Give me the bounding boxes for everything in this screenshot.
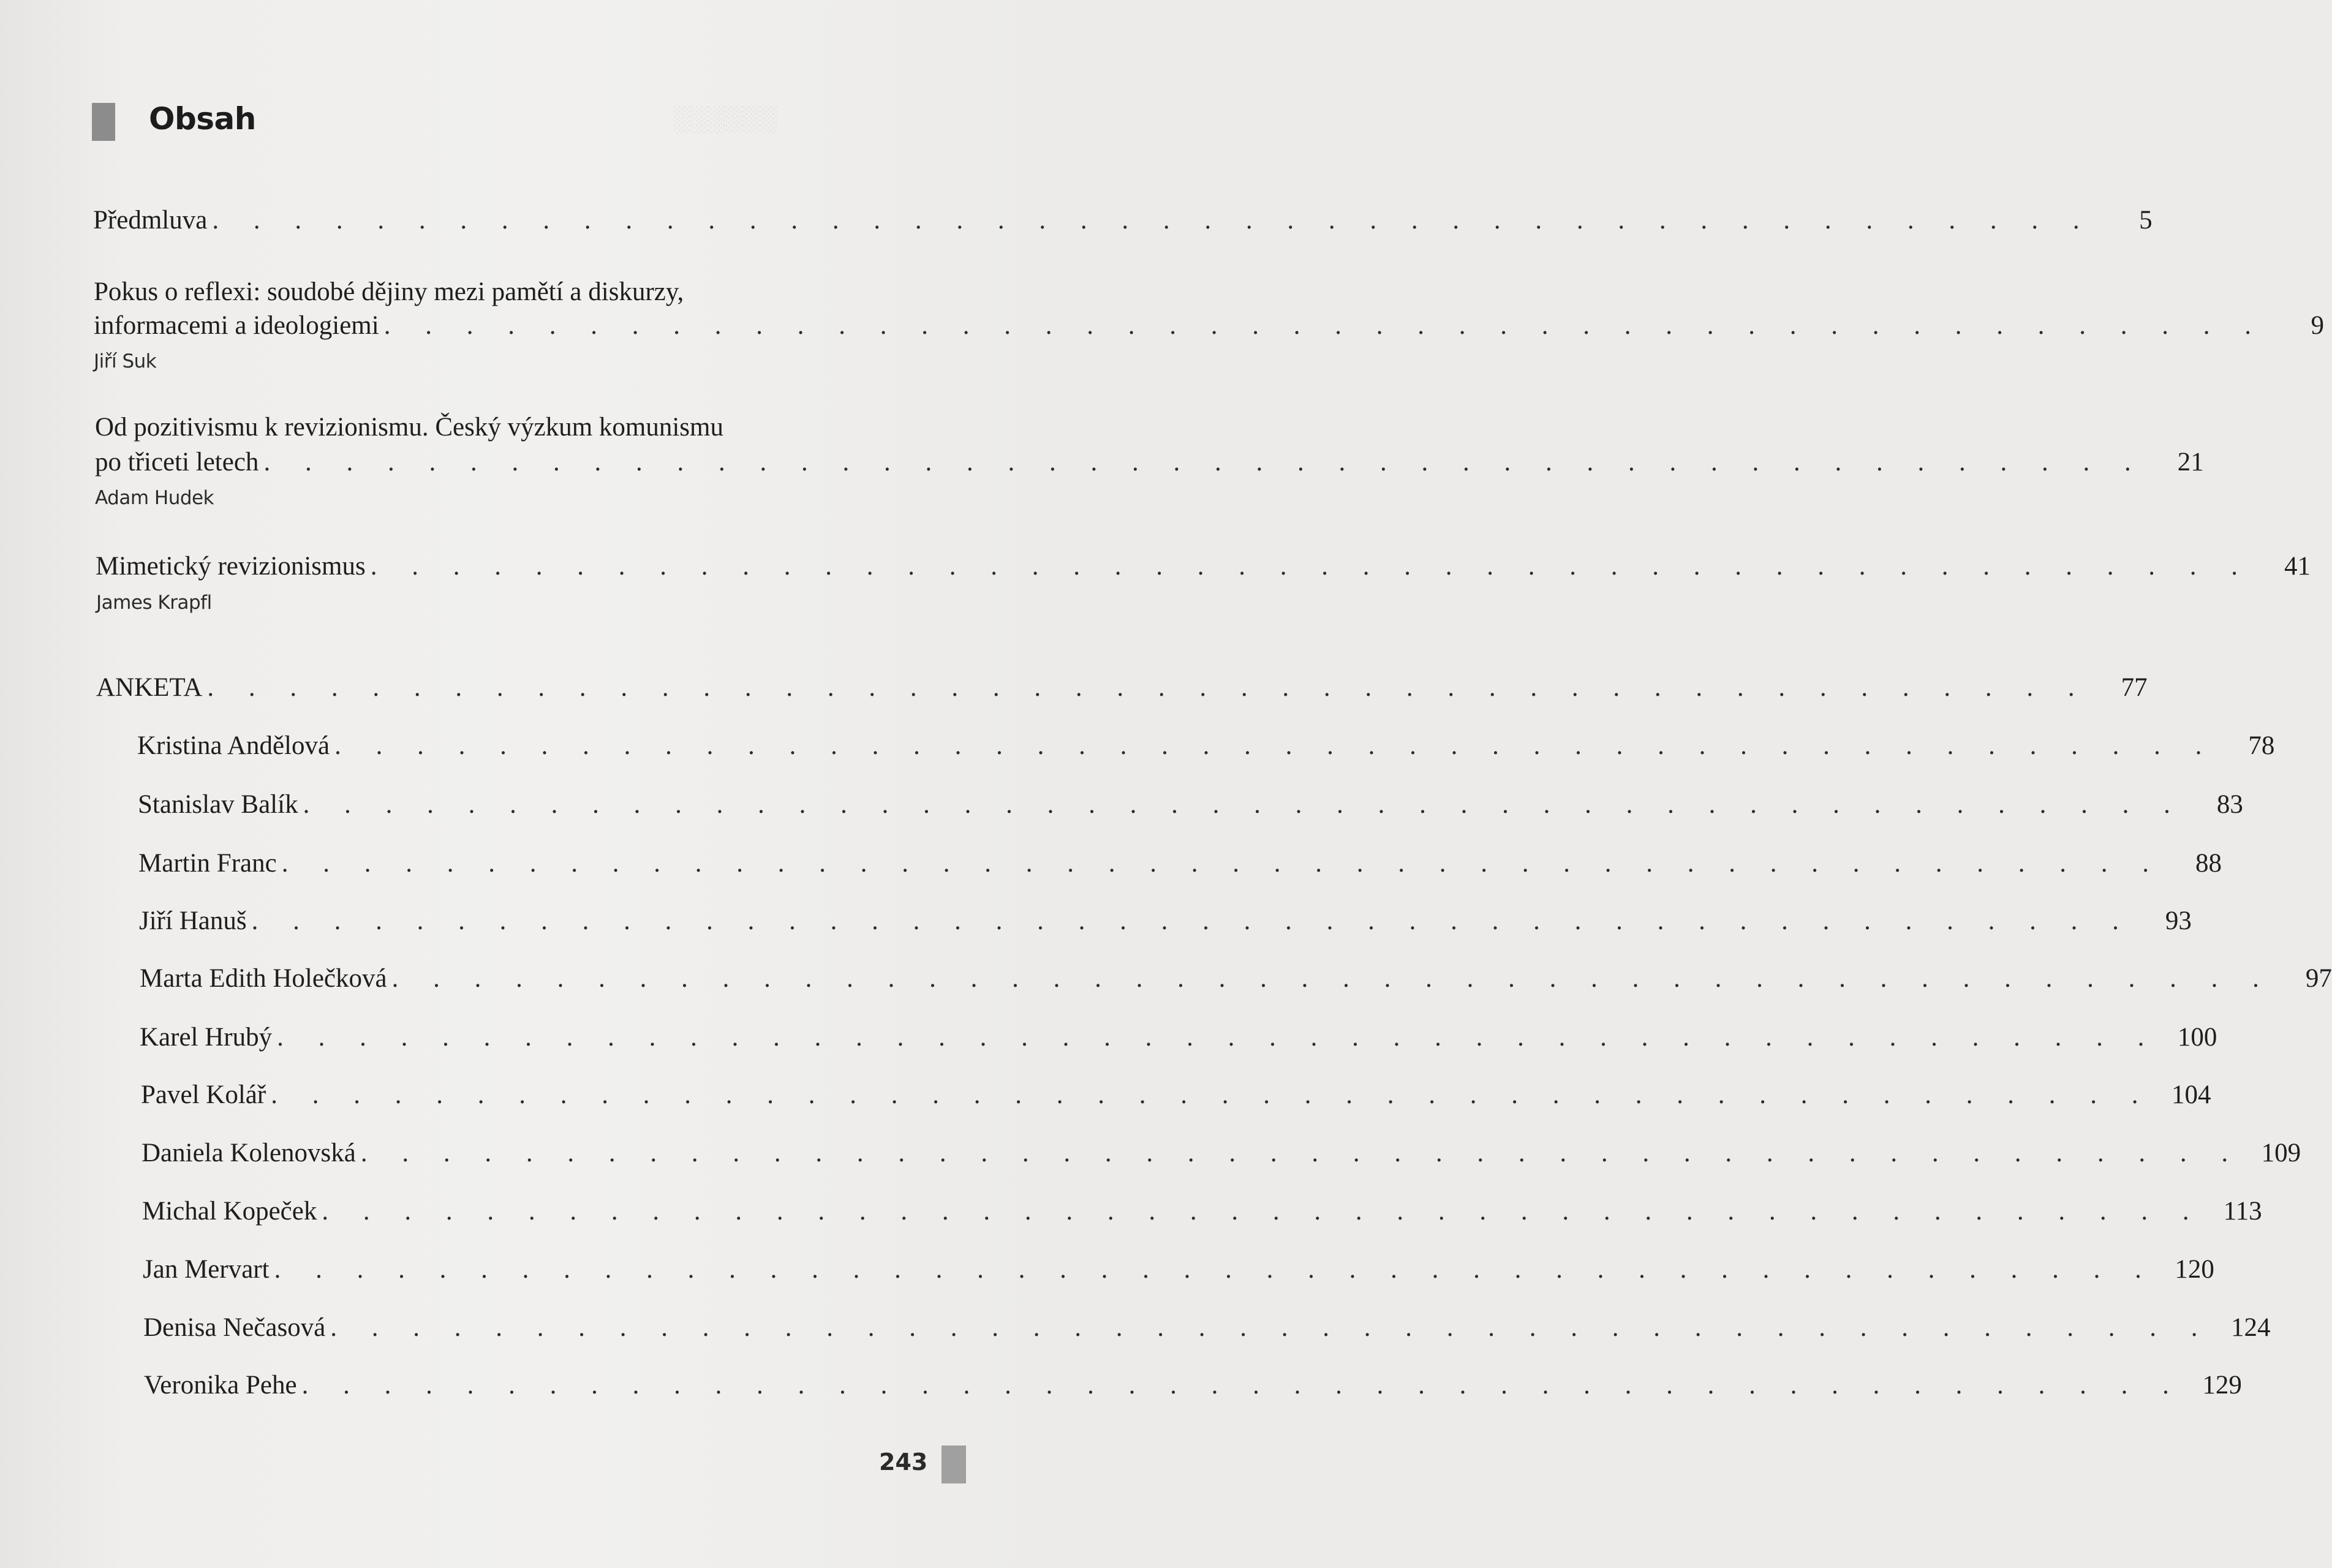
toc-survey-entry[interactable] — [142, 1193, 2262, 1230]
survey-page: 97 — [2305, 964, 2332, 993]
page-title: Obsah — [149, 101, 256, 137]
toc-entry-author: Adam Hudek — [95, 487, 214, 509]
toc-entry-author: Jiří Suk — [94, 350, 157, 372]
leader-dots: . . . . . . . . . . . . . . . . . . . . . . . . . . . . . . . . . . . . . . . . . . . . . . — [322, 1197, 2203, 1226]
toc-survey-entry[interactable] — [143, 1251, 2214, 1288]
leader-dots: . . . . . . . . . . . . . . . . . . . . . . . . . . . . . . . . . . . . . . . . . . . . . . — [212, 206, 2094, 235]
toc-entry-reflexe[interactable] — [94, 307, 2324, 344]
leader-dots: . . . . . . . . . . . . . . . . . . . . . . . . . . . . . . . . . . . . . . . . . . . . . . — [301, 1371, 2183, 1400]
toc-entry-title-line1[interactable]: Pokus o reflexi: soudobé dějiny mezi pamětí a diskurzy, — [94, 277, 684, 306]
toc-survey-entry[interactable] — [142, 1135, 2301, 1172]
survey-name: Jiří Hanuš — [139, 907, 247, 935]
survey-page: 104 — [2171, 1080, 2211, 1109]
survey-name: Denisa Nečasová — [143, 1313, 326, 1342]
leader-dots: . . . . . . . . . . . . . . . . . . . . . . . . . . . . . . . . . . . . . . . . . . . . . . — [263, 448, 2145, 477]
survey-page: 120 — [2175, 1255, 2214, 1284]
survey-page: 88 — [2195, 849, 2222, 878]
toc-entry-mimeticky[interactable] — [96, 548, 2311, 585]
leader-dots: . . . . . . . . . . . . . . . . . . . . . . . . . . . . . . . . . . . . . . . . . . . . . . — [281, 849, 2163, 878]
leader-dots: . . . . . . . . . . . . . . . . . . . . . . . . . . . . . . . . . . . . . . . . . . . . . . — [370, 552, 2252, 581]
toc-entry-anketa[interactable] — [96, 669, 2148, 706]
survey-name: Karel Hrubý — [140, 1023, 273, 1052]
toc-survey-entry[interactable] — [140, 1019, 2217, 1056]
survey-page: 124 — [2231, 1313, 2271, 1342]
toc-survey-entry[interactable] — [138, 845, 2222, 882]
toc-entry-page: 77 — [2121, 673, 2148, 702]
toc-entry-preface[interactable] — [93, 202, 2153, 239]
toc-entry-title: Předmluva — [93, 206, 208, 235]
survey-name: Kristina Andělová — [137, 731, 330, 760]
leader-dots: . . . . . . . . . . . . . . . . . . . . . . . . . . . . . . . . . . . . . . . . . . . . . . — [207, 673, 2089, 702]
toc-entry-page: 9 — [2311, 311, 2324, 340]
toc-survey-entry[interactable] — [140, 960, 2332, 997]
leader-dots: . . . . . . . . . . . . . . . . . . . . . . . . . . . . . . . . . . . . . . . . . . . . . . — [391, 964, 2273, 993]
survey-name: Jan Mervart — [143, 1255, 270, 1284]
leader-dots: . . . . . . . . . . . . . . . . . . . . . . . . . . . . . . . . . . . . . . . . . . . . . . — [303, 790, 2184, 819]
survey-page: 93 — [2165, 907, 2192, 935]
survey-name: Marta Edith Holečková — [140, 964, 387, 993]
toc-entry-title-line2: po třiceti letech — [95, 448, 259, 477]
leader-dots: . . . . . . . . . . . . . . . . . . . . . . . . . . . . . . . . . . . . . . . . . . . . . . — [360, 1139, 2243, 1167]
show-through-decoration: ░░░░░░ — [674, 105, 779, 132]
page-number: 243 — [879, 1449, 928, 1476]
leader-dots: . . . . . . . . . . . . . . . . . . . . . . . . . . . . . . . . . . . . . . . . . . . . . . — [274, 1255, 2156, 1284]
toc-entry-title: Mimetický revizionismus — [96, 552, 366, 581]
toc-survey-entry[interactable] — [137, 728, 2275, 764]
toc-survey-entry[interactable] — [141, 1077, 2211, 1114]
heading-marker-bar — [92, 103, 115, 141]
toc-entry-pozitivismus[interactable] — [95, 444, 2204, 481]
leader-dots: . . . . . . . . . . . . . . . . . . . . . . . . . . . . . . . . . . . . . . . . . . . . . . — [277, 1023, 2159, 1052]
survey-name: Michal Kopeček — [142, 1197, 317, 1226]
toc-survey-entry[interactable] — [144, 1367, 2242, 1404]
toc-survey-entry[interactable] — [138, 786, 2243, 823]
survey-name: Martin Franc — [138, 849, 277, 878]
survey-page: 78 — [2248, 731, 2275, 760]
toc-entry-page: 21 — [2177, 448, 2204, 477]
toc-entry-title-line2: informacemi a ideologiemi — [94, 311, 379, 340]
survey-name: Daniela Kolenovská — [142, 1139, 356, 1167]
toc-entry-page: 5 — [2139, 206, 2153, 235]
leader-dots: . . . . . . . . . . . . . . . . . . . . . . . . . . . . . . . . . . . . . . . . . . . . . . — [334, 731, 2216, 760]
page-number-marker-bar — [941, 1446, 966, 1483]
survey-name: Stanislav Balík — [138, 790, 298, 819]
leader-dots: . . . . . . . . . . . . . . . . . . . . . . . . . . . . . . . . . . . . . . . . . . . . . . — [330, 1313, 2212, 1342]
survey-page: 113 — [2223, 1197, 2262, 1226]
survey-name: Pavel Kolář — [141, 1080, 266, 1109]
survey-name: Veronika Pehe — [144, 1371, 297, 1400]
leader-dots: . . . . . . . . . . . . . . . . . . . . . . . . . . . . . . . . . . . . . . . . . . . . . . — [271, 1080, 2153, 1109]
survey-page: 83 — [2216, 790, 2243, 819]
toc-survey-entry[interactable] — [139, 903, 2192, 940]
leader-dots: . . . . . . . . . . . . . . . . . . . . . . . . . . . . . . . . . . . . . . . . . . . . . . — [383, 311, 2265, 340]
survey-page: 100 — [2177, 1023, 2217, 1052]
toc-entry-title-line1[interactable]: Od pozitivismu k revizionismu. Český výzkum komunismu — [95, 413, 723, 442]
toc-entry-title: ANKETA — [96, 673, 203, 702]
toc-survey-entry[interactable] — [143, 1310, 2271, 1346]
survey-page: 129 — [2202, 1371, 2242, 1400]
toc-entry-page: 41 — [2284, 552, 2311, 581]
toc-entry-author: James Krapfl — [96, 592, 212, 614]
leader-dots: . . . . . . . . . . . . . . . . . . . . . . . . . . . . . . . . . . . . . . . . . . . . . . — [251, 907, 2133, 935]
survey-page: 109 — [2261, 1139, 2301, 1167]
